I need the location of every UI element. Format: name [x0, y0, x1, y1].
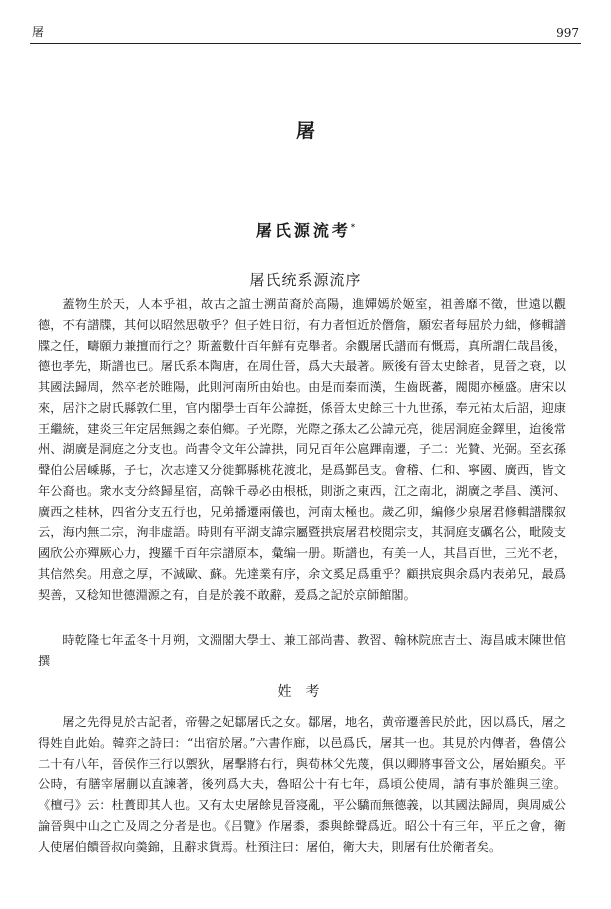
article-title — [0, 218, 611, 241]
surname-section-title: 姓考 — [277, 684, 334, 700]
section-title: 屠 — [295, 120, 315, 142]
surname-section-body: 屠之先得見於古記者，帝嚳之妃鄒屠氏之女。鄒屠，地名，黄帝遷善民於此，因以爲氏，屠之得姓自此始。韓弈之詩曰：“出宿於屠。”六書作廊，以邑爲氏，屠其一也。其見於内傳者，魯僖公二十有八年，晉侯作三行以禦狄，屠擊將右行，與荀林父先蔑，俱以卿將事晉文公，屠始顯矣。平公時，有膳宰屠蒯以直諫著，後列爲大夫，魯昭公十有七年，爲頃公使周，請有事於雒與三塗。《檀弓》云：杜蕢即其人也。又有太史屠餘見晉寖亂，平公驕而無德義，以其國法歸周，與周威公論晉與中山之亡及周之分者是也。《吕覽》作屠黍，黍與餘聲爲近。昭公十有三年，平丘之會，衛人使屠伯饋晉叔向羮錦，且辭求貨焉。杜預注曰：屠伯，衛大夫，則屠有仕於衛者矣。 — [38, 715, 566, 854]
header-title: 屠 — [32, 25, 45, 39]
preface-signature: 時乾隆七年孟冬十月朔，文淵閣大學士、兼工部尚書、教習、翰林院庶吉士、海昌戚末陳世倌撰 — [38, 633, 566, 668]
preface-title: 屠氏统系源流序 — [249, 271, 362, 289]
running-header — [32, 20, 579, 40]
preface-body: 蓋物生於天，人本乎祖，故古之誼士溯苗裔於高陽，進嬋嫣於姬室，祖善靡不徵，世遠以觀德，不有譜牒，其何以昭然思敬乎？但子姓日衍，有力者恒近於僭詹，願宏者每屈於力絀，修輯譜牒之任，疇願力兼擅而行之？斯蓋數什百年鮮有克舉者。余觀屠氏譜而有慨焉，真所謂仁哉昌後，德也孝先，斯譜也已。屠氏系本陶唐，在周仕晉，爲大夫最著。厥後有晉太史餘者，見晉之衰，以其國法歸周，然卒老於睢陽，此則河南所由始也。由是而秦而漢，生齒既蕃，閥閲亦極盛。唐宋以來，居汴之尉氏縣敦仁里，官内閣學士百年公諱挺，係晉太史餘三十九世孫，奉元祐太后詔，迎康王繼統，建炎三年定居無錫之泰伯鄉。子光際，光際之孫太乙公諱元亮，徙居洞庭金鐸里，迨後常州、湖廣是洞庭之分支也。尚書令文年公諱拱，同兄百年公扈蹕南遷，子二：光贊、光弼。至玄孫聲伯公居嵊縣，子七，次志達又分徙鄞縣桃花渡北，是爲鄞邑支。會稽、仁和、寧國、廣西，皆文年公裔也。衆水支分終歸星宿，高榦千尋必由根柢，則浙之東西，江之南北，湖廣之孝昌、漢河、廣西之桂林，四省分支五行也，兄弟播遷兩儀也，河南太極也。歲乙卯，編修少泉屠君修輯譜牒叙云，海内無二宗，洵非虚語。時則有平湖支諱宗屬暨拱宸屠君校閲宗支，其洞庭支礪名公，毗陵支國欣公亦殫厥心力，搜羅千百年宗譜原本，彙编一册。斯譜也，有美一人，其昌百世，三光不老，其信然矣。用意之厚，不減歐、蘇。先達業有序，余文奚足爲重乎？顧拱宸與余爲内表弟兄，最爲契善，又稔知世德淵源之有，自是於義不敢辭，爰爲之記於京師館閣。 — [38, 297, 566, 602]
header-rule — [30, 43, 581, 44]
page-number: 997 — [556, 26, 579, 40]
footnote-mark: * — [350, 221, 356, 232]
article-title-text: 屠氏源流考 — [255, 221, 351, 240]
